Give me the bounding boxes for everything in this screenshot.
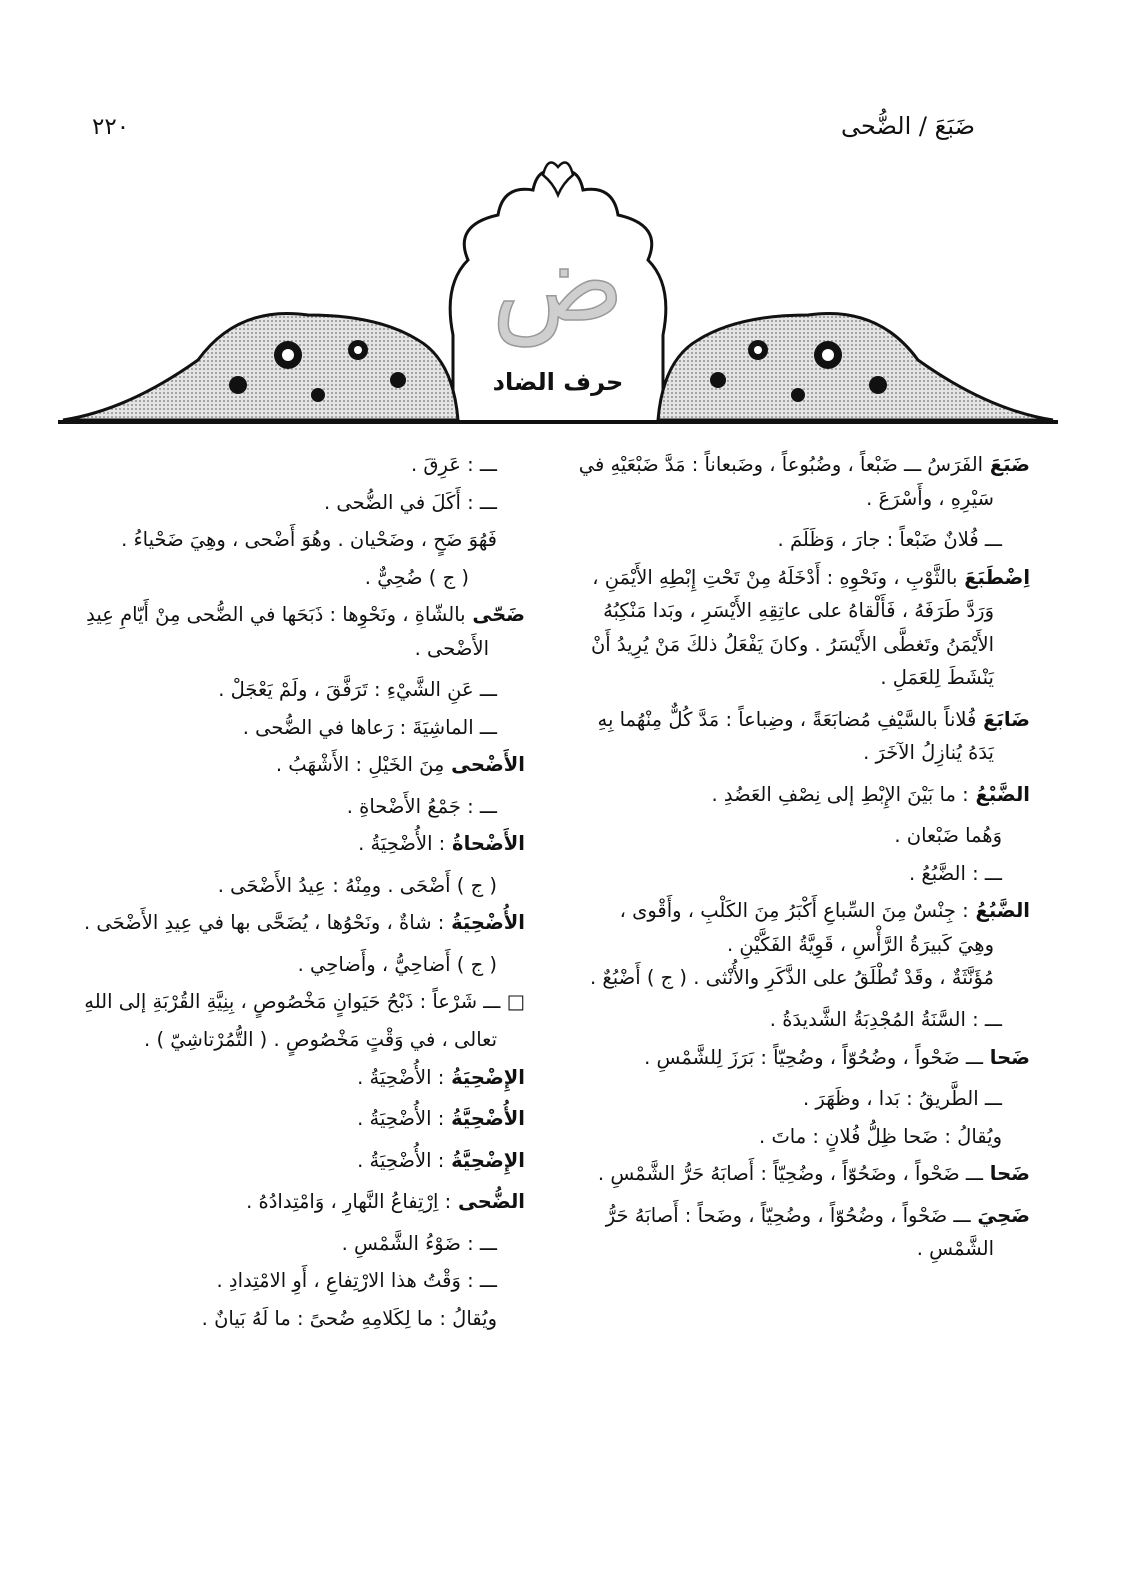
entry-line: يَدَهُ يُنازِلُ الآخَرَ . <box>863 741 994 765</box>
sub-sense: ( ج ) أَضاحِيُّ ، وأَضاحِي . <box>297 952 497 976</box>
dictionary-entry <box>30 906 525 940</box>
sub-sense: وَهُما ضَبْعان . <box>894 824 1002 848</box>
sub-sense: ـــ : السَّنَةُ المُجْدِبَةُ الشَّديدَةُ . <box>769 1007 1002 1031</box>
entry-line: الضَّبْعُ : ما بَيْنَ الإِبْطِ إلى نِصْفِ العَضُدِ . <box>711 782 1030 806</box>
sub-sense: ـــ عَنِ الشَّيْءِ : تَرَفَّقَ ، ولَمْ يَعْجَلْ . <box>218 678 497 702</box>
headword: الإِضْحِيَّةُ <box>444 1148 525 1172</box>
entry-line: الضُّحى : اِرْتِفاعُ النَّهارِ ، وَامْتِدادُهُ . <box>246 1190 525 1214</box>
dictionary-entry <box>30 1185 525 1219</box>
entry-line: يَنْشَطَ لِلعَمَلِ . <box>880 666 994 690</box>
headword: ضَحا <box>982 1162 1030 1186</box>
dictionary-entry <box>30 1061 525 1095</box>
running-head: ضَبَعَ / الضُّحى <box>840 112 975 140</box>
dictionary-entry <box>30 748 525 782</box>
dictionary-entry <box>535 561 1030 695</box>
dictionary-entry <box>535 778 1030 812</box>
sub-sense: ـــ : ضَوْءُ الشَّمْسِ . <box>341 1231 497 1255</box>
sub-sense: ويُقالُ : ما لِكَلامِهِ ضُحىً : ما لَهُ بَيانٌ . <box>201 1306 497 1330</box>
headword: ضَبَعَ <box>983 453 1030 476</box>
headword: الأَضْحى <box>444 753 525 777</box>
page-number: ٢٢٠ <box>92 114 130 140</box>
sub-sense: ـــ : جَمْعُ الأَضْحاةِ . <box>346 794 497 818</box>
headword: الضَّبُعُ <box>968 899 1030 923</box>
sub-sense: فَهُوَ ضَحٍ ، وضَحْيان . وهُوَ أَضْحى ، وهِيَ ضَحْياءُ . <box>121 528 497 552</box>
entry-line: وَرَدَّ طَرَفَهُ ، فَأَلْقاهُ على عاتِقِهِ الأَيْسَرِ ، وبَدا مَنْكِبُهُ <box>603 599 994 623</box>
entry-line: الأَضْحاةُ : الأُضْحِيَةُ . <box>358 832 525 856</box>
entry-line: ضَابَعَ فُلاناً بالسَّيْفِ مُضابَعَةً ، وضِباعاً : مَدَّ كُلٌّ مِنْهُما بِهِ <box>597 707 1030 731</box>
sub-sense: ( ج ) ضُحِيٌّ . <box>364 565 469 589</box>
headword: الإِضْحِيَةُ <box>444 1065 525 1089</box>
dictionary-entry <box>535 1157 1030 1191</box>
dictionary-entry <box>535 1199 1030 1266</box>
entry-line: الشَّمْسِ . <box>916 1237 994 1261</box>
chapter-letter: ض <box>491 218 625 346</box>
entry-line: الأُضْحِيَّةُ : الأُضْحِيَةُ . <box>357 1107 525 1131</box>
headword: ضَحّى <box>465 603 525 627</box>
left-column <box>30 448 525 1339</box>
entry-line: ضَحّى بالشّاةِ ، ونَحْوِها : ذَبَحَها في الضُّحى مِنْ أَيّامِ عِيدِ <box>86 603 525 627</box>
entry-line: ضَحِيَ ـــ ضَحْواً ، وضُحُوّاً ، وضُحِيّاً ، وضَحاً : أَصابَهُ حَرُّ <box>605 1203 1030 1227</box>
headword: ضَابَعَ <box>976 707 1030 731</box>
entry-line: الضَّبُعُ : جِنْسٌ مِنَ السِّباعِ أَكْبَرُ مِنَ الكَلْبِ ، وأَقْوى ، <box>619 899 1030 923</box>
entry-line: وهِيَ كَبيرَةُ الرَّأْسِ ، قَوِيَّةُ الفَكَّيْنِ . <box>726 932 994 956</box>
chapter-ornament <box>58 155 1058 430</box>
right-column <box>535 448 1030 1274</box>
sub-sense-continuation: تعالى ، في وَقْتٍ مَخْصُوصٍ . ( التُّمُرْتاشِيّ ) . <box>144 1027 497 1051</box>
sub-sense: □ ـــ شَرْعاً : ذَبْحُ حَيَوانٍ مَخْصُوصٍ ، بِنِيَّةِ القُرْبَةِ إلى اللهِ <box>84 990 525 1014</box>
sub-sense: ـــ الطَّريقُ : بَدا ، وظَهَرَ . <box>803 1087 1002 1111</box>
dictionary-entry <box>535 703 1030 770</box>
entry-line: الإِضْحِيَةُ : الأُضْحِيَةُ . <box>357 1065 525 1089</box>
headword: الضُّحى <box>451 1190 525 1214</box>
headword: الأَضْحاةُ <box>445 832 525 856</box>
sub-sense: ويُقالُ : ضَحا ظِلُّ فُلانٍ : ماتَ . <box>759 1124 1002 1148</box>
dictionary-entry <box>30 598 525 665</box>
chapter-title: حرف الضاد <box>492 368 624 396</box>
headword: اِضْطَبَعَ <box>957 565 1030 589</box>
entry-line: الأَيْمَنُ وتَغطَّى الأَيْسَرُ . وكانَ يَفْعَلُ ذلكَ مَنْ يُرِيدُ أَنْ <box>590 632 994 656</box>
entry-line: الأُضْحِيَةُ : شاةٌ ، ونَحْوُها ، يُضَحَّى بها في عِيدِ الأَضْحَى . <box>83 911 525 935</box>
sub-sense: ـــ : عَرِقَ . <box>410 453 497 476</box>
dictionary-entry <box>535 1041 1030 1075</box>
dictionary-entry <box>30 827 525 861</box>
entry-line: الإِضْحِيَّةُ : الأُضْحِيَةُ . <box>357 1148 525 1172</box>
sub-sense: ـــ : الضَّبُعُ . <box>908 861 1002 885</box>
headword: الأُضْحِيَةُ <box>444 911 525 935</box>
dictionary-entry <box>535 894 1030 995</box>
entry-line: الأَضْحى . <box>414 636 489 660</box>
sub-sense: ـــ : أَكَلَ في الضُّحى . <box>323 490 497 514</box>
entry-line: ضَحا ـــ ضَحْواً ، وضُحُوّاً ، وضُحِيّاً : بَرَزَ لِلشَّمْسِ . <box>644 1045 1030 1069</box>
entry-line: سَيْرِهِ ، وأَسْرَعَ . <box>866 486 994 510</box>
headword: الأُضْحِيَّةُ <box>444 1107 525 1131</box>
sub-sense: ( ج ) أَضْحَى . ومِنْهُ : عِيدُ الأَضْحَى . <box>217 873 497 897</box>
dictionary-entry <box>30 1144 525 1178</box>
dictionary-entry <box>30 1102 525 1136</box>
sub-sense: ـــ : وَقْتُ هذا الارْتِفاعِ ، أَوِ الامْتِدادِ . <box>216 1269 497 1293</box>
sub-sense: ـــ فُلانٌ ضَبْعاً : جارَ ، وَظَلَمَ . <box>777 528 1002 552</box>
headword: الضَّبْعُ <box>968 782 1030 806</box>
headword: ضَحا <box>982 1045 1030 1069</box>
entry-line: اِضْطَبَعَ بالثَّوْبِ ، ونَحْوِهِ : أَدْخَلَهُ مِنْ تَحْتِ إِبْطِهِ الأَيْمَنِ ، <box>592 565 1030 589</box>
entry-line: الأَضْحى مِنَ الخَيْلِ : الأَشْهَبُ . <box>275 753 525 777</box>
sub-sense: ـــ الماشِيَةَ : رَعاها في الضُّحى . <box>242 715 497 739</box>
entry-line: ضَبَعَ الفَرَسُ ـــ ضَبْعاً ، وضُبُوعاً ، وضَبعاناً : مَدَّ ضَبْعَيْهِ في <box>578 453 1030 476</box>
headword: ضَحِيَ <box>970 1203 1030 1227</box>
entry-line: مُؤَنَّثَةٌ ، وقَدْ تُطْلَقُ على الذَّكَرِ والأُنْثى . ( ج ) أَضْبُعٌ . <box>589 966 994 990</box>
entry-line: ضَحا ـــ ضَحْواً ، وضَحُوّاً ، وضُحِيّاً : أَصابَهُ حَرُّ الشَّمْسِ . <box>597 1162 1030 1186</box>
dictionary-entry <box>535 448 1030 515</box>
